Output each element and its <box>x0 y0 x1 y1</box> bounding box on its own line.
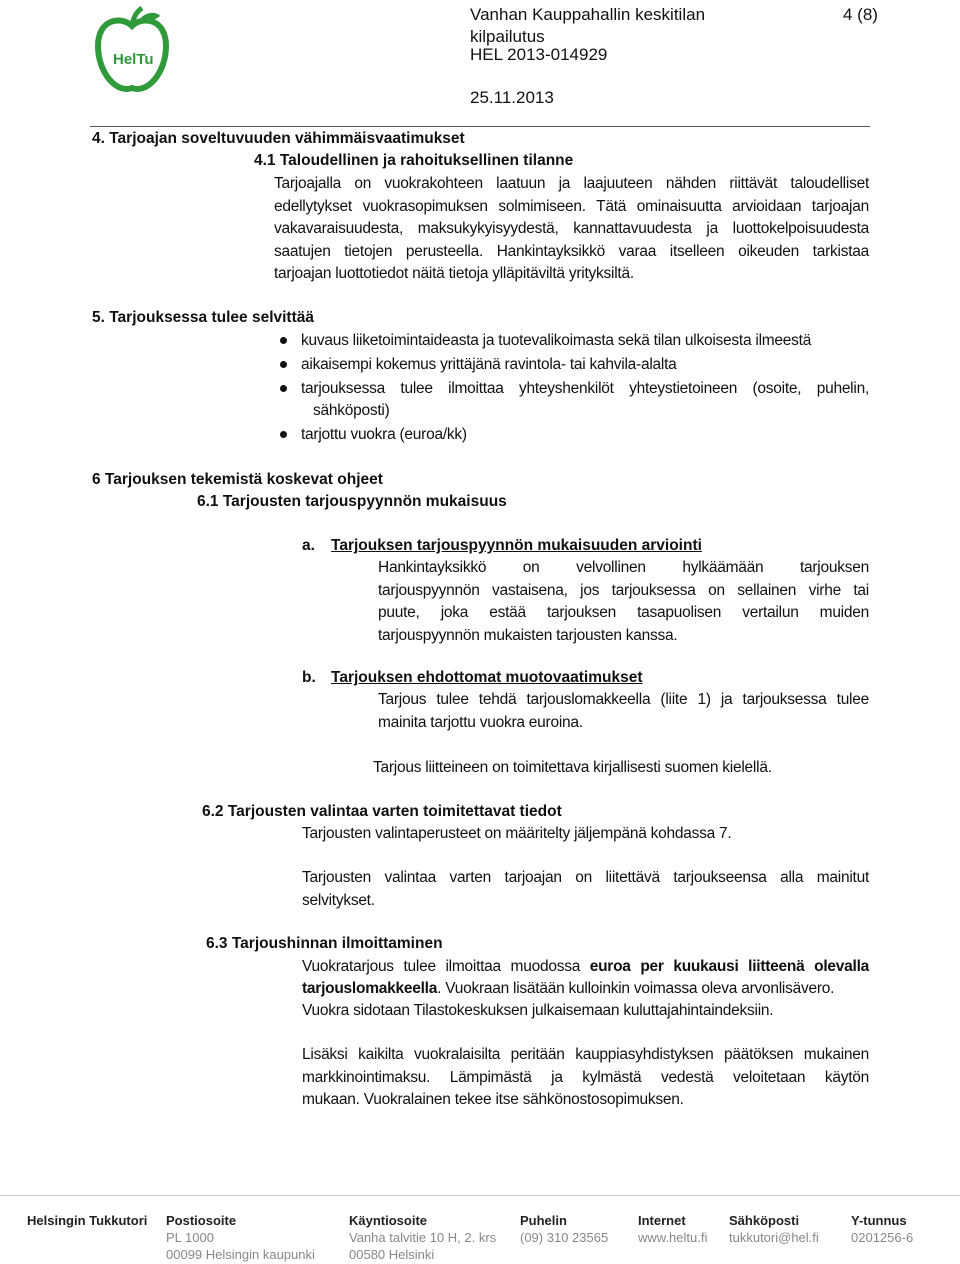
footer-email-label: Sähköposti <box>729 1213 800 1228</box>
section6-heading: 6 Tarjouksen tekemistä koskevat ohjeet <box>92 471 383 488</box>
item-b-heading: Tarjouksen ehdottomat muotovaatimukset <box>331 669 643 686</box>
bullet-icon <box>280 385 287 392</box>
section63-heading: 6.3 Tarjoushinnan ilmoittaminen <box>206 935 443 952</box>
footer-org: Helsingin Tukkutori <box>27 1213 148 1228</box>
section5-bullet-1: kuvaus liiketoimintaideasta ja tuotevalikoimasta sekä tilan ulkoisesta ilmeestä <box>301 332 812 349</box>
doc-number: HEL 2013-014929 <box>470 45 608 64</box>
footer <box>0 1212 960 1262</box>
doc-title-line2: kilpailutus <box>470 27 545 46</box>
footer-web-label: Internet <box>638 1213 686 1228</box>
section5-bullet-4: tarjottu vuokra (euroa/kk) <box>301 426 467 443</box>
footer-postal-2: 00099 Helsingin kaupunki <box>166 1247 315 1262</box>
section62-heading: 6.2 Tarjousten valintaa varten toimitettavat tiedot <box>202 803 562 820</box>
section63-line1: Vuokratarjous tulee ilmoittaa muodossa euroa per kuukausi liitteenä olevalla <box>302 958 869 975</box>
section5-bullet-3: tarjouksessa tulee ilmoittaa yhteyshenkilöt yhteystietoineen (osoite, puhelin, <box>301 380 869 397</box>
footer-phone: (09) 310 23565 <box>520 1230 609 1245</box>
footer-rule <box>0 1195 960 1196</box>
section62-para2: Tarjousten valintaa varten tarjoajan on liitettävä tarjoukseensa alla mainitut selvitykset. <box>302 869 869 909</box>
footer-phone-label: Puhelin <box>520 1213 567 1228</box>
bullet-icon <box>280 337 287 344</box>
item-b-label: b. <box>302 669 316 686</box>
footer-visit-label: Käyntiosoite <box>349 1213 428 1228</box>
footer-postal-label: Postiosoite <box>166 1213 237 1228</box>
footer-postal-1: PL 1000 <box>166 1230 214 1245</box>
logo <box>92 6 172 98</box>
section62-line1: Tarjousten valintaperusteet on määritelty jäljempänä kohdassa 7. <box>302 825 732 842</box>
doc-date: 25.11.2013 <box>470 88 554 107</box>
item-b-body: Tarjous tulee tehdä tarjouslomakkeella (liite 1) ja tarjouksessa tulee mainita tarjottu vuokra euroina. <box>378 691 869 731</box>
section5-bullet-3-cont: sähköposti) <box>313 402 390 419</box>
footer-visit-2: 00580 Helsinki <box>349 1247 435 1262</box>
section5-heading: 5. Tarjouksessa tulee selvittää <box>92 309 314 326</box>
item-a-heading: Tarjouksen tarjouspyynnön mukaisuuden arviointi <box>331 537 702 554</box>
footer-email[interactable]: tukkutori@hel.fi <box>729 1230 819 1245</box>
section5-bullet-2: aikaisempi kokemus yrittäjänä ravintola- tai kahvila-alalta <box>301 356 677 373</box>
section63-line3: Vuokra sidotaan Tilastokeskuksen julkaisemaan kuluttajahintaindeksiin. <box>302 1002 774 1019</box>
bullet-icon <box>280 431 287 438</box>
section41-heading: 4.1 Taloudellinen ja rahoituksellinen tilanne <box>254 152 574 169</box>
footer-visit-1: Vanha talvitie 10 H, 2. krs <box>349 1230 497 1245</box>
section4-heading: 4. Tarjoajan soveltuvuuden vähimmäisvaatimukset <box>92 130 465 147</box>
doc-title-line1: Vanhan Kauppahallin keskitilan <box>470 5 706 24</box>
section63-para2: Lisäksi kaikilta vuokralaisilta peritään kauppiasyhdistyksen päätöksen mukainen markkinointimaksu. Lämpimästä ja kylmästä vedestä veloitetaan käytön mukaan. Vuokralainen tekee itse sähkönostosopimuksen. <box>302 1046 869 1108</box>
section63-line2: tarjouslomakkeella. Vuokraan lisätään kulloinkin voimassa oleva arvonlisävero. <box>302 980 835 997</box>
section41-body: Tarjoajalla on vuokrakohteen laatuun ja laajuuteen nähden riittävät taloudelliset edellytykset vuokrasopimuksen solmimiseen. Tätä ominaisuutta arvioidaan tarjoajan vakavaraisuudesta, maksukykyisyydestä, kannattavuudesta ja luottokelpoisuudesta saatujen tietojen perusteella. Hankintayksikkö varaa itselleen oikeuden tarkistaa tarjoajan luottotiedot näitä tietoja ylläpitäviltä yrityksiltä. <box>274 175 869 282</box>
bullet-icon <box>280 361 287 368</box>
footer-ytunnus: 0201256-6 <box>851 1230 914 1245</box>
logo-text: HelTu <box>113 51 154 68</box>
footer-ytunnus-label: Y-tunnus <box>851 1213 907 1228</box>
item-a-label: a. <box>302 537 315 554</box>
section61-heading: 6.1 Tarjousten tarjouspyynnön mukaisuus <box>197 493 507 510</box>
header-rule <box>90 126 870 127</box>
item-b-note: Tarjous liitteineen on toimitettava kirjallisesti suomen kielellä. <box>373 759 772 776</box>
footer-web[interactable]: www.heltu.fi <box>638 1230 708 1245</box>
page-number: 4 (8) <box>843 5 878 24</box>
item-a-body: Hankintayksikkö on velvollinen hylkäämään tarjouksen tarjouspyynnön vastaisena, jos tarjouksessa on sellainen virhe tai puute, joka estää tarjouksen tasapuolisen vertailun muiden tarjouspyynnön mukaisten tarjousten kanssa. <box>378 559 869 644</box>
